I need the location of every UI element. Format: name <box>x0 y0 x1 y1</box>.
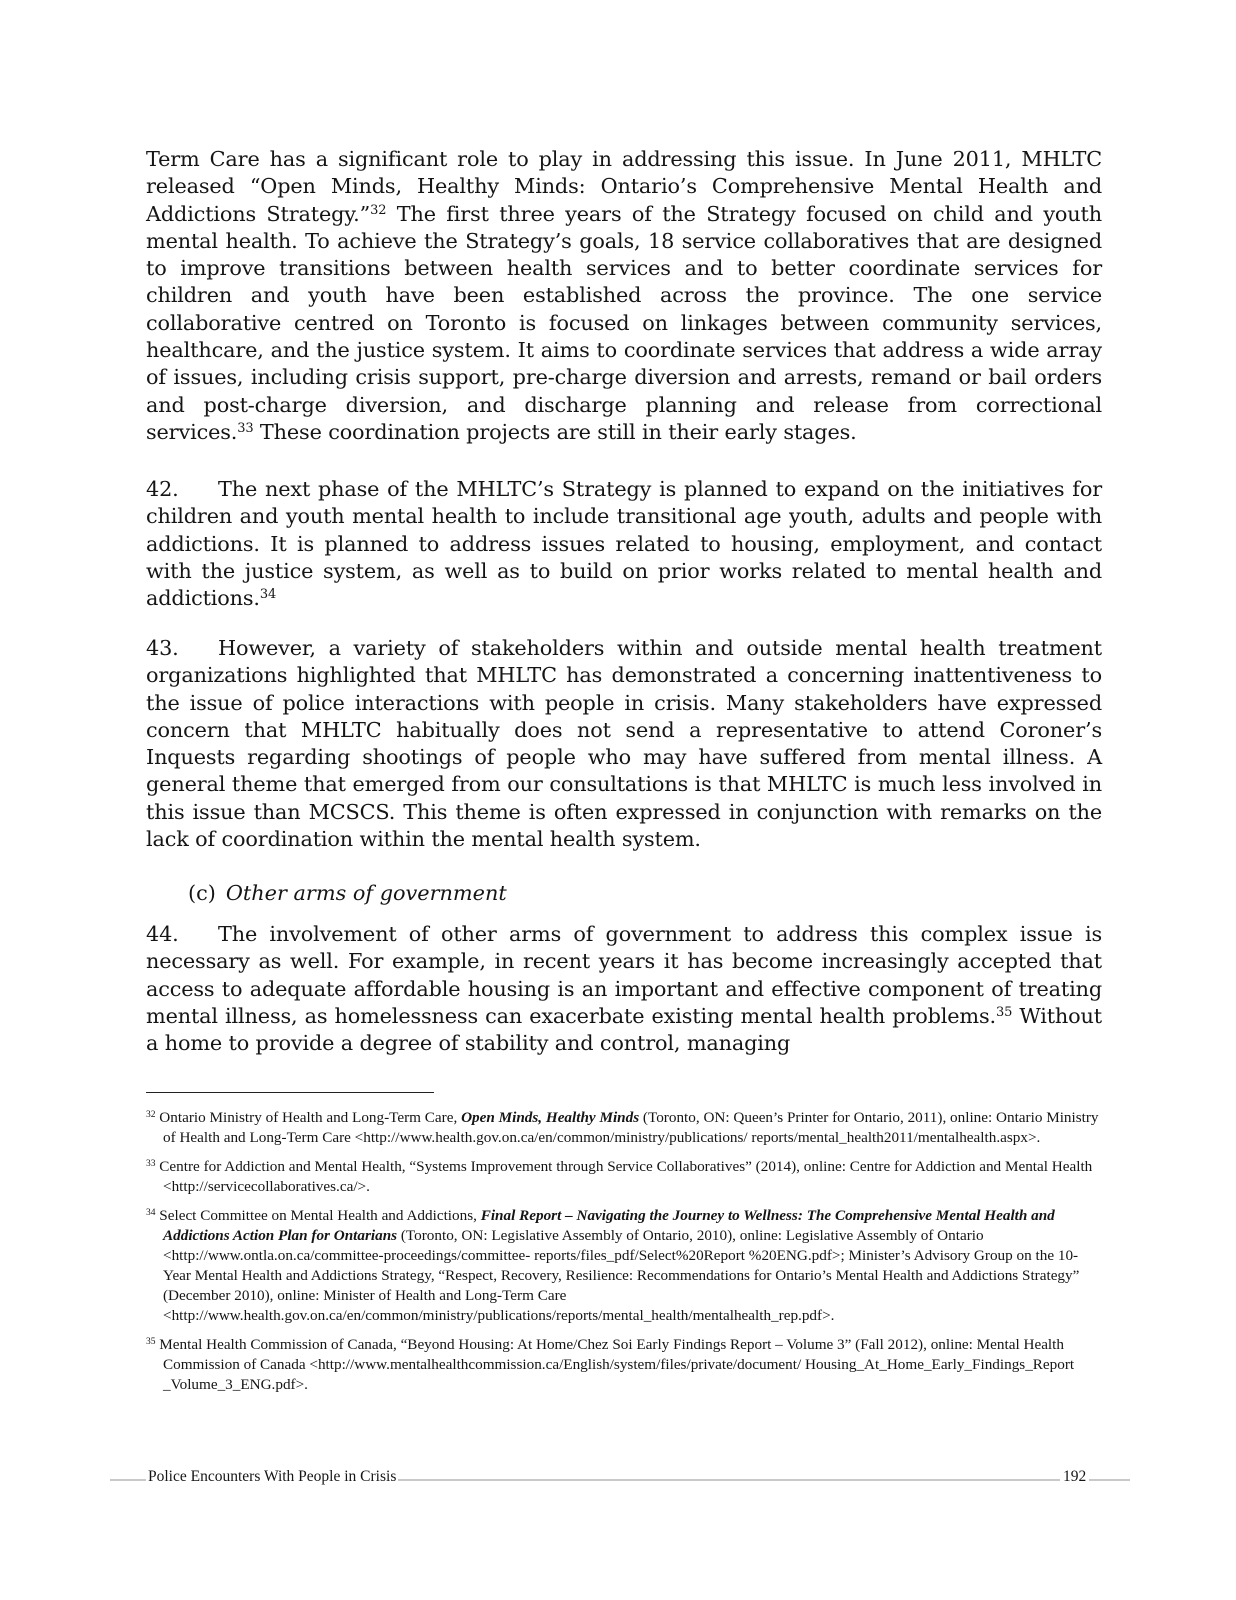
footnote-number: 35 <box>146 1337 156 1347</box>
text-run: The next phase of the MHLTC’s Strategy is planned to expand on the initiatives for children and youth mental health to include transitional age youth, adults and people with addictions. It is planned to address issues related to housing, employment, and contact with the justice system, as well as to build on prior works related to mental health and addictions. <box>146 477 1102 611</box>
text-run: Term Care has a significant role to play in addressing this issue. In June 2011, MHLTC released <box>146 147 1102 199</box>
footnotes <box>146 1108 1104 1404</box>
text-run: Open Minds, Healthy Minds: Ontario <box>260 174 680 199</box>
footer-title: Police Encounters With People in Crisis <box>148 1468 397 1485</box>
paragraph-43 <box>146 635 1102 853</box>
footnote-ref: 35 <box>995 1004 1013 1020</box>
italic-title: Open Minds, Healthy Minds <box>461 1109 640 1126</box>
text-run: s Comprehensive Mental Health and Addictions Strategy.” <box>146 174 1102 226</box>
section-letter: (c) <box>188 881 216 905</box>
paragraph-number: 44. <box>146 922 179 946</box>
text-run: Select Committee on Mental Health and Addictions, <box>159 1207 481 1224</box>
footnote-divider <box>146 1092 434 1093</box>
text-run: Centre for Addiction and Mental Health, “Systems Improvement through Service Collaboratives” (2014), online: Centre for Addiction and Mental Health <http://servicecollaboratives.ca/>. <box>159 1158 1093 1195</box>
text-run: ’ <box>679 174 687 199</box>
text-run: s goals, 18 service collaboratives that are designed to improve transitions between health services and to better coordinate services for children and youth have been established across the province. The one service collaborative centred on Toronto is focused on linkages between community services, healthcare, and the justice system. It aims to coordinate services that address a wide array of issues, including crisis support, pre-charge diversion and arrests, remand or bail orders and post-charge diversion, and discharge planning and release from correctional services. <box>146 228 1103 444</box>
italic-title: Final Report – Navigating the Journey to Wellness: The Comprehensive Mental Health and Addictions Action Plan for Ontarians <box>163 1207 1055 1244</box>
footnote-number: 34 <box>146 1208 156 1218</box>
paragraph-text <box>146 635 1102 853</box>
footnote-ref: 32 <box>370 202 387 218</box>
paragraph-text <box>146 921 1102 1057</box>
footnote-number: 32 <box>146 1110 156 1120</box>
footnote-32 <box>146 1108 1104 1148</box>
footnote-33 <box>146 1157 1104 1197</box>
text-run: However, a variety of stakeholders within and outside mental health treatment organizations highlighted that MHLTC has demonstrated a concerning inattentiveness to the issue of police interactions with people in crisis. Many stakeholders have expressed concern that MHLTC habitually does not send a representative to attend Coroner <box>146 636 1102 742</box>
text-run: s Inquests regarding shootings of people who may have suffered from mental illness. A general theme that emerged from our consultations is that MHLTC is much less involved in this issue than MCSCS. This theme is often expressed in conjunction with remarks on the lack of coordination within the mental health system. <box>146 717 1102 852</box>
text-run: “ <box>249 174 261 199</box>
section-title: Other arms of government <box>225 881 507 905</box>
paragraph-text <box>146 476 1102 612</box>
paragraph-number: 43. <box>146 636 179 660</box>
text-run: Ontario Ministry of Health and Long-Term Care, <box>159 1109 462 1126</box>
paragraph-41-continued <box>146 146 1102 446</box>
text-run: ’ <box>554 228 562 253</box>
footnote-34 <box>146 1206 1104 1326</box>
footnote-number: 33 <box>146 1159 156 1169</box>
paragraph-number: 42. <box>146 477 179 501</box>
text-run: ’ <box>1085 717 1092 742</box>
text-run: The first three years of the Strategy focused on child and youth mental health. To achieve the Strategy <box>146 201 1102 253</box>
paragraph-text <box>146 146 1102 446</box>
footnote-ref: 33 <box>237 420 254 436</box>
footnote-ref: 34 <box>259 587 277 603</box>
section-heading <box>188 880 507 907</box>
paragraph-44 <box>146 921 1102 1057</box>
text-run: (Toronto, ON: Legislative Assembly of Ontario, 2010), online: Legislative Assembly of Ontario <http://www.ontla.on.ca/committee-proceedings/committee- reports/files_pdf/Select%20Report %20ENG.pdf>; Minister’s Advisory Group on the 10-Year Mental Health and Addictions Strategy, “Respect, Recovery, Resilience: Recommendations for Ontario’s Mental Health and Addictions Strategy” (December 2010), online: Minister of Health and Long-Term Care <http://www.health.gov.on.ca/en/common/ministry/publications/reports/mental_health/mentalhealth_rep.pdf>. <box>163 1227 1080 1324</box>
text-run: Without a home to provide a degree of stability and control, managing <box>146 1003 1102 1056</box>
text-run: Mental Health Commission of Canada, “Beyond Housing: At Home/Chez Soi Early Findings Report – Volume 3” (Fall 2012), online: Mental Health Commission of Canada <http://www.mentalhealthcommission.ca/English/system/files/private/document/ Housing_At_Home_Early_Findings_Report _Volume_3_ENG.pdf>. <box>159 1336 1075 1393</box>
text-run: The involvement of other arms of government to address this complex issue is necessary as well. For example, in recent years it has become increasingly accepted that access to adequate affordable housing is an important and effective component of treating mental illness, as homelessness can exacerbate existing mental health problems. <box>146 922 1102 1028</box>
text-run: These coordination projects are still in their early stages. <box>253 419 857 444</box>
paragraph-42 <box>146 476 1102 612</box>
footnote-35 <box>146 1335 1104 1395</box>
text-run: (Toronto, ON: Queen’s Printer for Ontario, 2011), online: Ontario Ministry of Health and Long-Term Care <http://www.health.gov.on.ca/en/common/ministry/publications/ reports/mental_health2011/mentalhealth.aspx>. <box>163 1109 1099 1146</box>
page-number: 192 <box>1060 1467 1089 1487</box>
